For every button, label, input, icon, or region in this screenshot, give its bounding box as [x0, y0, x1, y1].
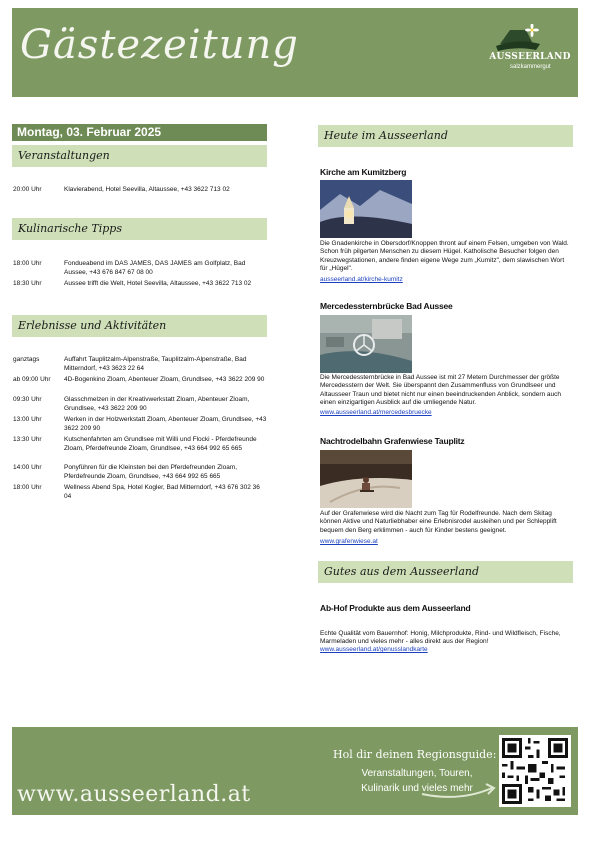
- article-link[interactable]: ausseerland.at/kirche-kumitz: [320, 276, 403, 283]
- footer-headline: Hol dir deinen Regionsguide:: [333, 748, 497, 761]
- event-text: Glasschmelzen in der Kreativwerkstatt Zloam, Abenteuer Zloam, Grundlsee, +43 3622 209 90: [64, 396, 250, 412]
- event-time: ganztags: [13, 356, 40, 363]
- article-title: Ab-Hof Produkte aus dem Ausseerland: [320, 603, 471, 613]
- list-item: [13, 416, 269, 434]
- event-text: 4D-Bogenkino Zloam, Abenteuer Zloam, Grundlsee, +43 3622 209 90: [64, 376, 265, 383]
- footer-url[interactable]: www.ausseerland.at: [17, 782, 251, 807]
- event-time: 09:30 Uhr: [13, 396, 42, 403]
- event-text: Aussee trifft die Welt, Hotel Seevilla, Altaussee, +43 3622 713 02: [64, 280, 252, 287]
- list-item: [13, 376, 269, 394]
- list-item: [13, 280, 269, 298]
- article-text: Die Mercedessternbrücke in Bad Aussee ist mit 27 Metern Durchmesser der größte Mercedesstern der Welt. Sie überspannt den Zusammenfluss von Grundlseer und Altausseer Traun und bietet nicht nur einen beeindruckenden Anblick, sondern auch einen einzigartigen Ausblick auf die umliegende Natur.: [320, 374, 562, 406]
- event-text: Ponyführen für die Kleinsten bei den Pferdefreunden Zloam, Pferdefreunde Zloam, Grundlsee, +43 664 992 65 665: [64, 464, 238, 480]
- event-text: Werken in der Holzwerkstatt Zloam, Abenteuer Zloam, Grundlsee, +43 3622 209 90: [64, 416, 267, 432]
- list-item: [13, 464, 269, 482]
- event-text: Fondueabend im DAS JAMES, DAS JAMES am Golfplatz, Bad Aussee, +43 676 847 67 08 00: [64, 260, 246, 276]
- article-link[interactable]: www.ausseerland.at/mercedesbruecke: [320, 409, 432, 416]
- qr-code[interactable]: [499, 735, 571, 807]
- section-kulinarik: Kulinarische Tipps: [12, 218, 267, 240]
- footer-line: Veranstaltungen, Touren,: [361, 768, 473, 779]
- event-text: Auffahrt Tauplitzalm-Alpenstraße, Tauplitzalm-Alpenstraße, Bad Mitterndorf, +43 3623 22 64: [64, 356, 247, 372]
- logo-subtext: salzkammergut: [510, 64, 551, 70]
- article-title: Mercedessternbrücke Bad Aussee: [320, 301, 453, 311]
- list-item: [13, 260, 269, 278]
- article-link[interactable]: www.grafenwiese.at: [320, 538, 378, 545]
- event-text: Klavierabend, Hotel Seevilla, Altaussee, +43 3622 713 02: [64, 186, 230, 193]
- article-title: Nachtrodelbahn Grafenwiese Tauplitz: [320, 436, 465, 446]
- list-item: [13, 186, 269, 196]
- sledding-photo: [320, 450, 412, 508]
- section-gutes: Gutes aus dem Ausseerland: [318, 561, 573, 583]
- article-text: Auf der Grafenwiese wird die Nacht zum Tag für Rodelfreunde. Nach dem Skitag können Aktive und Naturliebhaber eine Erlebnisrodel ausleihen und per Schlepplift bequem den Berg erklimmen - auch für Kinder bestens geeignet.: [320, 510, 557, 534]
- list-item: [13, 396, 269, 414]
- event-time: 18:00 Uhr: [13, 260, 42, 267]
- article-text: Die Gnadenkirche in Obersdorf/Knoppen thront auf einem Felsen, umgeben von Wald. Schon früh pilgerten Menschen zu diesem Hügel. Katholische Besucher folgen den Kreuzwegstationen, andere finden eigene Wege zum „Kumitz", dem slawischen Wort für „Hügel".: [320, 240, 569, 272]
- bridge-photo: [320, 315, 412, 373]
- article-title: Kirche am Kumitzberg: [320, 167, 407, 177]
- article-text: Echte Qualität vom Bauernhof: Honig, Milchprodukte, Rind- und Wildfleisch, Fische, Marmeladen und vieles mehr - alles direkt aus der Region!: [320, 630, 561, 646]
- section-veranstaltungen: Veranstaltungen: [12, 145, 267, 167]
- arrow-icon: [420, 780, 500, 800]
- logo-text: AUSSEERLAND: [489, 52, 571, 62]
- article-link[interactable]: www.ausseerland.at/genusslandkarte: [320, 646, 428, 653]
- list-item: [13, 356, 269, 374]
- event-time: 18:30 Uhr: [13, 280, 42, 287]
- list-item: [13, 484, 269, 502]
- event-text: Wellness Abend Spa, Hotel Kogler, Bad Mitterndorf, +43 676 302 36 04: [64, 484, 260, 500]
- ausseerland-logo[interactable]: [488, 22, 572, 80]
- event-time: 20:00 Uhr: [13, 186, 42, 193]
- date-heading: Montag, 03. Februar 2025: [12, 124, 267, 141]
- section-erlebnisse: Erlebnisse und Aktivitäten: [12, 315, 267, 337]
- event-text: Kutschenfahrten am Grundlsee mit Willi und Flocki - Pferdefreunde Zloam, Pferdefreunde Zloam, Grundlsee, +43 664 992 65 665: [64, 436, 257, 452]
- event-time: 13:30 Uhr: [13, 436, 42, 443]
- footer-line: Kulinarik und vieles mehr: [361, 783, 473, 794]
- event-time: 18:00 Uhr: [13, 484, 42, 491]
- event-time: 13:00 Uhr: [13, 416, 42, 423]
- list-item: [13, 436, 269, 462]
- section-heute: Heute im Ausseerland: [318, 125, 573, 147]
- church-photo: [320, 180, 412, 238]
- hat-icon: [496, 24, 540, 52]
- event-time: ab 09:00 Uhr: [13, 376, 51, 383]
- event-time: 14:00 Uhr: [13, 464, 42, 471]
- page-title: Gästezeitung: [20, 22, 299, 68]
